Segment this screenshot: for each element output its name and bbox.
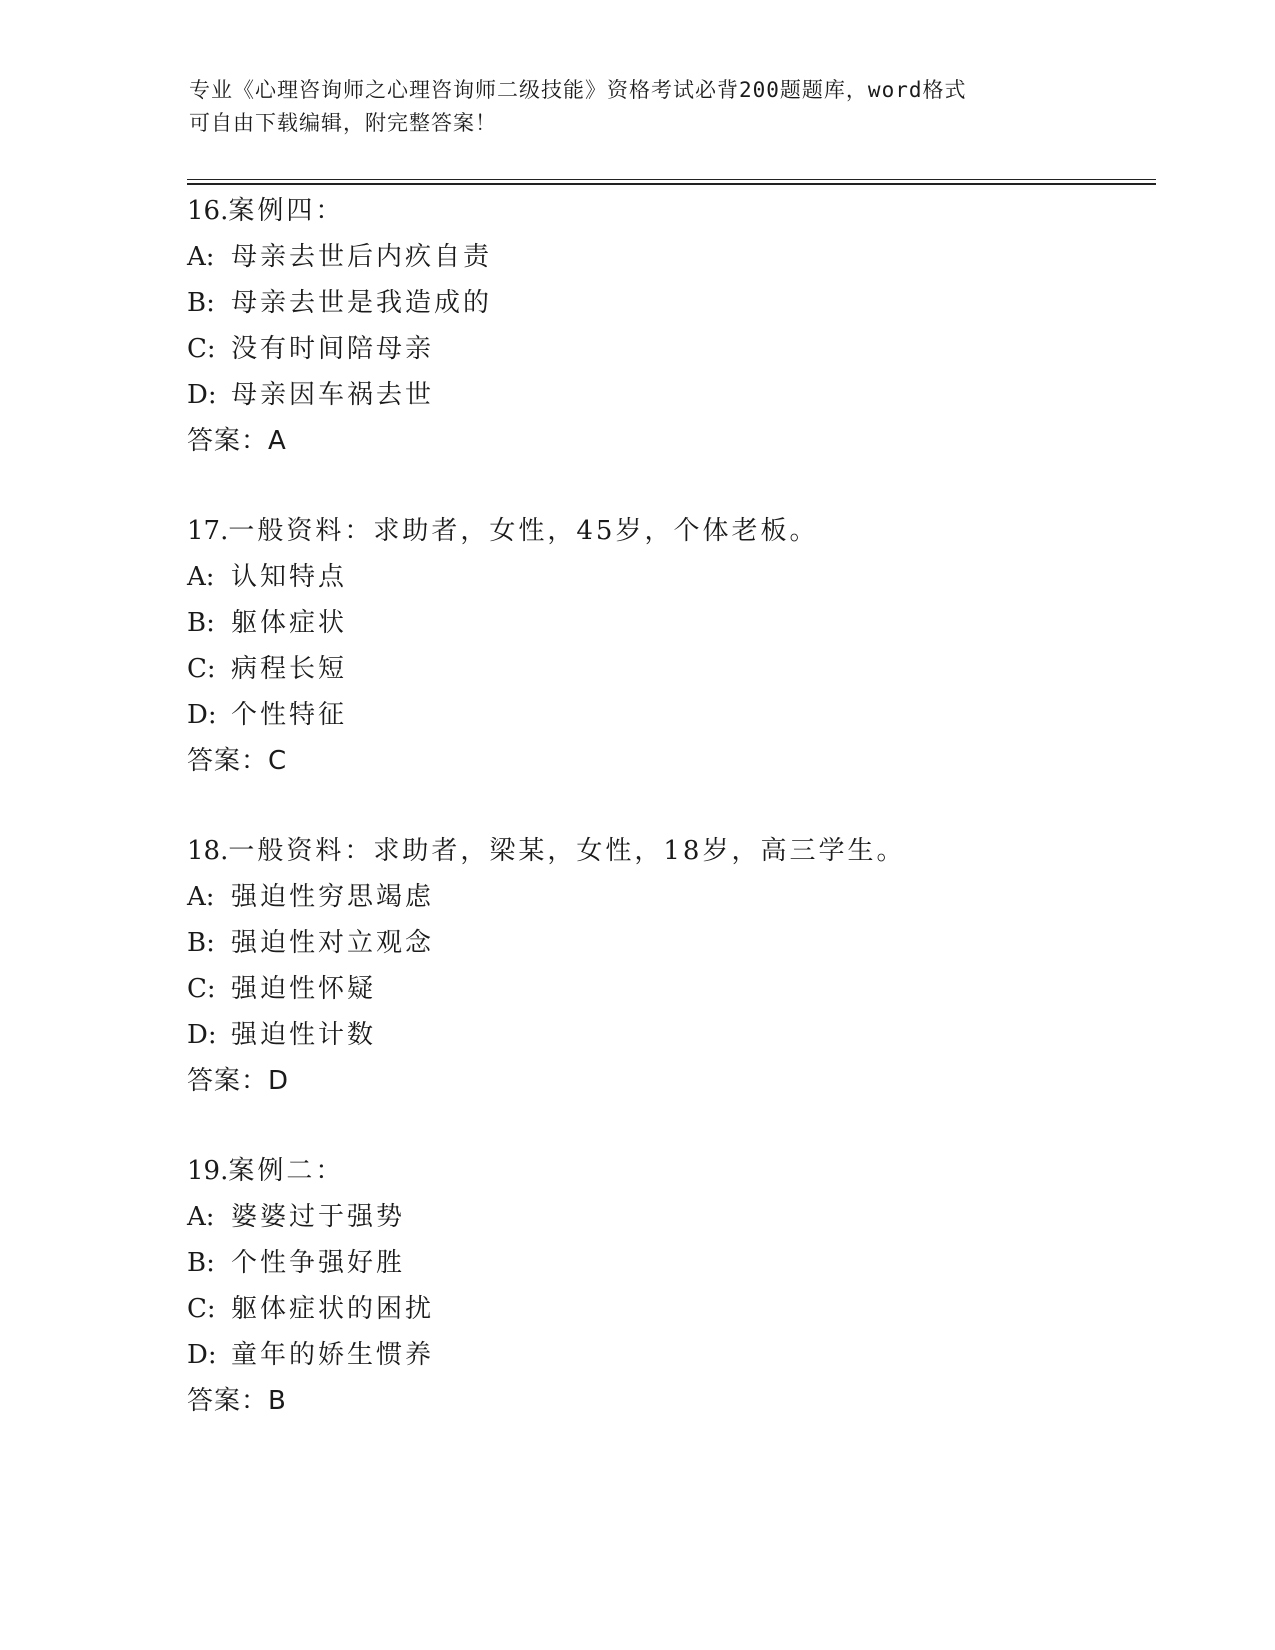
question-number: 18. <box>187 836 229 866</box>
option-letter: B: <box>187 288 215 318</box>
option-text: 母亲去世是我造成的 <box>231 288 493 318</box>
option-text: 个性特征 <box>231 700 348 730</box>
option-d <box>187 692 1147 738</box>
option-letter: B: <box>187 928 215 958</box>
answer-line: 答案：B <box>187 1386 287 1416</box>
option-text: 童年的娇生惯养 <box>231 1340 435 1370</box>
option-text: 认知特点 <box>231 562 348 592</box>
option-a <box>187 874 1147 920</box>
option-text: 强迫性穷思竭虑 <box>231 882 435 912</box>
option-letter: C: <box>187 654 216 684</box>
question-19 <box>187 1148 1147 1424</box>
option-text: 强迫性对立观念 <box>231 928 435 958</box>
option-letter: C: <box>187 974 216 1004</box>
option-c <box>187 646 1147 692</box>
option-letter: A: <box>187 562 215 592</box>
header-divider-thick <box>187 183 1156 185</box>
option-text: 病程长短 <box>231 654 348 684</box>
question-18 <box>187 828 1147 1104</box>
option-b <box>187 280 1147 326</box>
question-stem <box>187 508 1147 554</box>
option-letter: A: <box>187 882 215 912</box>
option-a <box>187 554 1147 600</box>
question-number: 19. <box>187 1156 229 1186</box>
option-text: 母亲去世后内疚自责 <box>231 242 493 272</box>
option-letter: A: <box>187 1202 215 1232</box>
question-text: 案例二： <box>228 1156 345 1186</box>
question-stem <box>187 828 1147 874</box>
option-c <box>187 966 1147 1012</box>
option-letter: B: <box>187 1248 215 1278</box>
option-text: 母亲因车祸去世 <box>231 380 435 410</box>
option-text: 没有时间陪母亲 <box>231 334 435 364</box>
answer-line: 答案：C <box>187 746 288 776</box>
option-text: 躯体症状 <box>231 608 348 638</box>
option-text: 个性争强好胜 <box>231 1248 406 1278</box>
option-d <box>187 372 1147 418</box>
question-text: 案例四： <box>228 196 345 226</box>
option-b <box>187 1240 1147 1286</box>
question-stem <box>187 188 1147 234</box>
option-letter: D: <box>187 1020 217 1050</box>
option-letter: B: <box>187 608 215 638</box>
option-letter: D: <box>187 700 217 730</box>
option-text: 躯体症状的困扰 <box>231 1294 435 1324</box>
header-divider-thin <box>187 179 1156 180</box>
answer-line: 答案：D <box>187 1066 290 1096</box>
answer-line: 答案：A <box>187 426 287 456</box>
option-letter: A: <box>187 242 215 272</box>
question-text: 一般资料：求助者，女性，45岁，个体老板。 <box>228 516 819 546</box>
option-b <box>187 600 1147 646</box>
option-letter: C: <box>187 1294 216 1324</box>
option-text: 强迫性怀疑 <box>231 974 377 1004</box>
question-stem <box>187 1148 1147 1194</box>
option-c <box>187 1286 1147 1332</box>
question-list <box>187 188 1147 1468</box>
question-16 <box>187 188 1147 464</box>
question-number: 16. <box>187 196 229 226</box>
option-letter: C: <box>187 334 216 364</box>
option-c <box>187 326 1147 372</box>
question-17 <box>187 508 1147 784</box>
option-d <box>187 1012 1147 1058</box>
option-a <box>187 1194 1147 1240</box>
header-line-2: 可自由下载编辑，附完整答案！ <box>189 111 497 135</box>
option-text: 婆婆过于强势 <box>231 1202 406 1232</box>
option-letter: D: <box>187 380 217 410</box>
question-number: 17. <box>187 516 229 546</box>
header-line-1: 专业《心理咨询师之心理咨询师二级技能》资格考试必背200题题库，word格式 <box>189 78 967 102</box>
option-text: 强迫性计数 <box>231 1020 377 1050</box>
option-letter: D: <box>187 1340 217 1370</box>
option-a <box>187 234 1147 280</box>
option-b <box>187 920 1147 966</box>
question-text: 一般资料：求助者，梁某，女性，18岁，高三学生。 <box>228 836 906 866</box>
option-d <box>187 1332 1147 1378</box>
document-header <box>189 74 1089 140</box>
